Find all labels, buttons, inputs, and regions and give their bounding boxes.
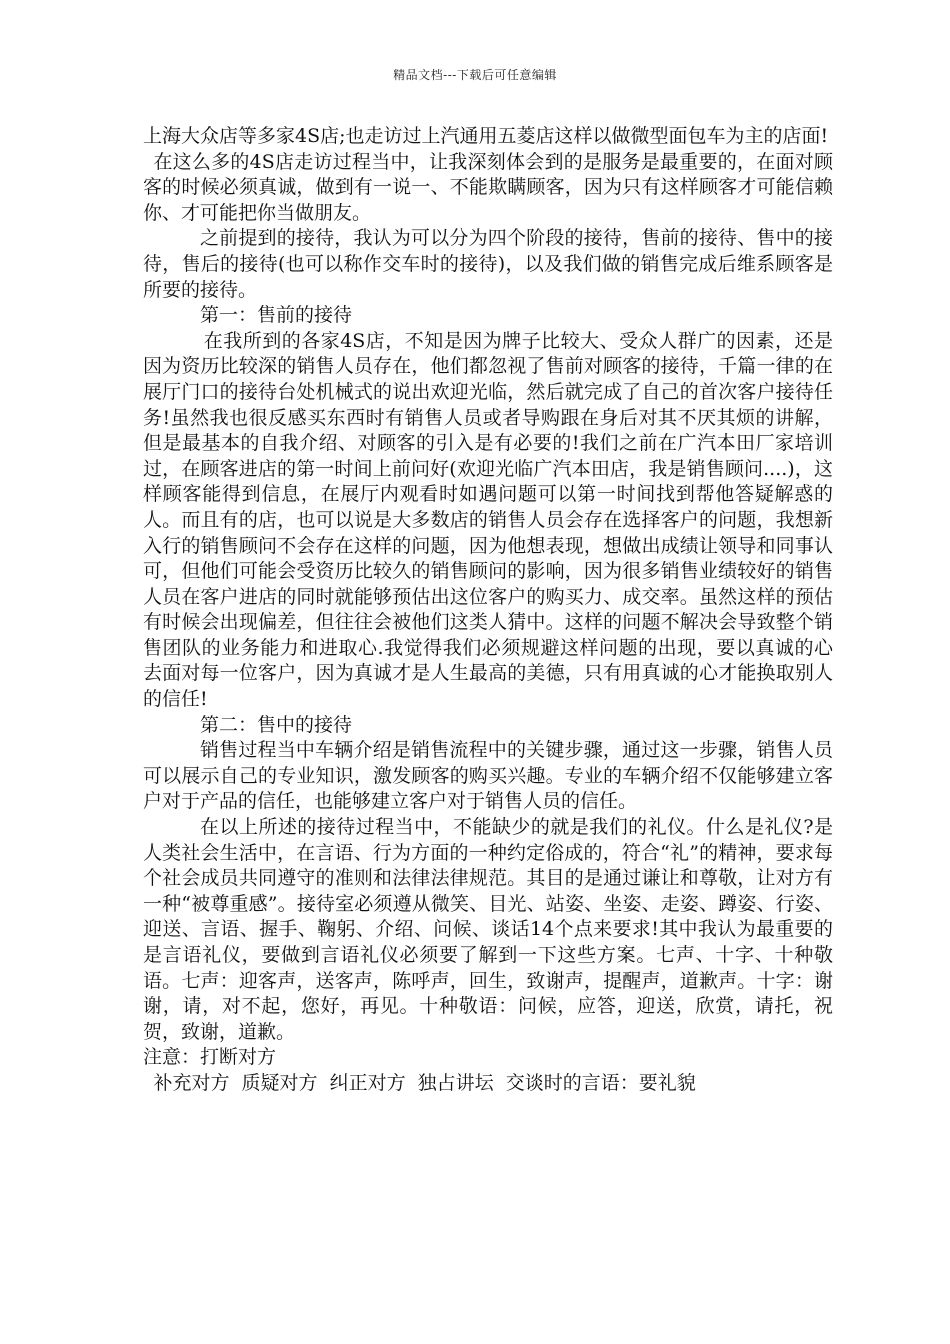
- document-body: [143, 124, 833, 1097]
- section-heading: 第一：售前的接待: [200, 304, 353, 327]
- page-header: 精品文档---下载后可任意编辑: [393, 68, 557, 82]
- paragraph: 上海大众店等多家4S店;也走访过上汽通用五菱店这样以做微型面包车为主的店面!: [143, 125, 829, 147]
- paragraph: 补充对方 质疑对方 纠正对方 独占讲坛 交谈时的言语：要礼貌: [153, 1071, 696, 1094]
- paragraph: 在以上所述的接待过程当中，不能缺少的就是我们的礼仪。什么是礼仪?是人类社会生活中，在言语、行为方面的一种约定俗成的，符合“礼”的精神，要求每个社会成员共同遵守的准则和法律法律规范。其目的是通过谦让和尊敬，让对方有一种“被尊重感”。接待室必须遵从微笑、目光、站姿、坐姿、走姿、蹲姿、行姿、迎送、言语、握手、鞠躬、介绍、问候、谈话14个点来要求!其中我认为最重要的是言语礼仪，要做到言语礼仪必须要了解到一下这些方案。七声、十字、十种敬语。七声：迎客声，送客声，陈呼声，回生，致谢声，提醒声，道歉声。十字：谢谢，请，对不起，您好，再见。十种敬语：问候，应答，迎送，欣赏，请托，祝贺，致谢，道歉。: [143, 816, 833, 1043]
- paragraph: 注意：打断对方: [143, 1046, 277, 1069]
- paragraph: 在我所到的各家4S店，不知是因为牌子比较大、受众人群广的因素，还是因为资历比较深的销售人员存在，他们都忽视了售前对顾客的接待，千篇一律的在展厅门口的接待台处机械式的说出欢迎光临，然后就完成了自己的首次客户接待任务!虽然我也很反感买东西时有销售人员或者导购跟在身后对其不厌其烦的讲解，但是最基本的自我介绍、对顾客的引入是有必要的!我们之前在广汽本田厂家培训过，在顾客进店的第一时间上前问好(欢迎光临广汽本田店，我是销售顾问....)，这样顾客能得到信息，在展厅内观看时如遇问题可以第一时间找到帮他答疑解惑的人。而且有的店，也可以说是大多数店的销售人员会存在选择客户的问题，我想新入行的销售顾问不会存在这样的问题，因为他想表现，想做出成绩让领导和同事认可，但他们可能会受资历比较久的销售顾问的影响，因为很多销售业绩较好的销售人员在客户进店的同时就能够预估出这位客户的购买力、成交率。虽然这样的预估有时候会出现偏差，但往往会被他们这类人猜中。这样的问题不解决会导致整个销售团队的业务能力和进取心.我觉得我们必须规避这样问题的出现，要以真诚的心去面对每一位客户，因为真诚才是人生最高的美德，只有用真诚的心才能换取别人的信任!: [143, 329, 833, 711]
- paragraph: 销售过程当中车辆介绍是销售流程中的关键步骤，通过这一步骤，销售人员可以展示自己的专业知识，激发顾客的购买兴趣。专业的车辆介绍不仅能够建立客户对于产品的信任，也能够建立客户对于销售人员的信任。: [143, 739, 833, 813]
- paragraph: 在这么多的4S店走访过程当中，让我深刻体会到的是服务是最重要的，在面对顾客的时候必须真诚，做到有一说一、不能欺瞒顾客，因为只有这样顾客才可能信赖你、才可能把你当做朋友。: [143, 150, 833, 224]
- section-heading: 第二：售中的接待: [200, 713, 353, 736]
- paragraph: 之前提到的接待，我认为可以分为四个阶段的接待，售前的接待、售中的接待，售后的接待(也可以称作交车时的接待)，以及我们做的销售完成后维系顾客是所要的接待。: [143, 227, 833, 301]
